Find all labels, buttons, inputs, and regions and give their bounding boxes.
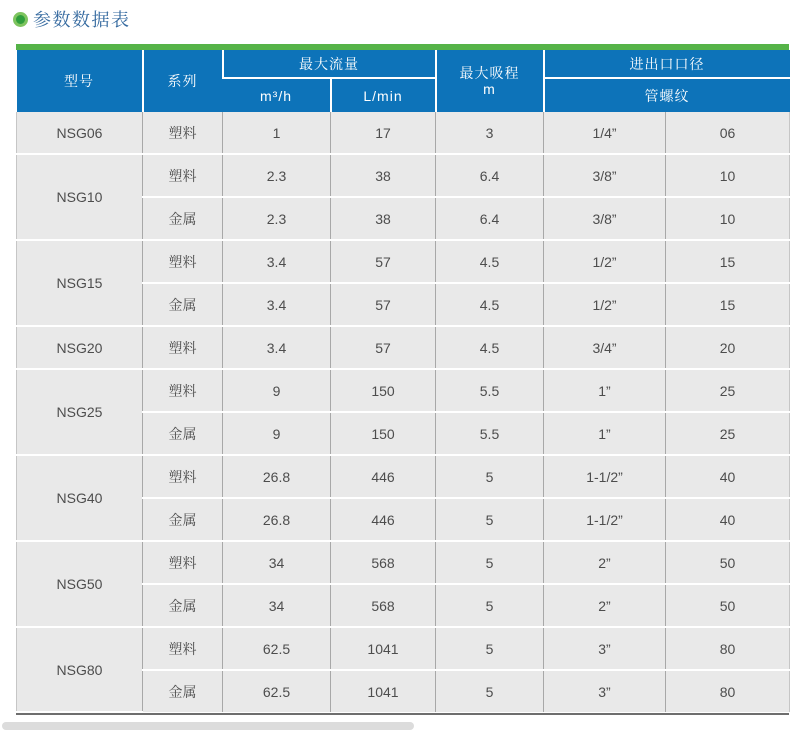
cell-thread: 3/8” [544,154,666,197]
cell-size: 25 [666,412,790,455]
cell-size: 40 [666,498,790,541]
page-title-text: 参数数据表 [33,10,131,30]
cell-thread: 1/4” [544,112,666,154]
cell-m3h: 26.8 [223,455,331,498]
table-row [17,154,790,197]
cell-size: 15 [666,240,790,283]
cell-lmin: 38 [331,197,436,240]
cell-m3h: 3.4 [223,326,331,369]
cell-series: 塑料 [143,369,223,412]
cell-suction: 5 [436,455,544,498]
cell-thread: 1-1/2” [544,498,666,541]
cell-lmin: 57 [331,240,436,283]
cell-lmin: 446 [331,498,436,541]
cell-thread: 1” [544,412,666,455]
table-row [17,455,790,498]
cell-m3h: 9 [223,412,331,455]
parameter-table-container [16,44,789,715]
cell-m3h: 3.4 [223,240,331,283]
cell-lmin: 17 [331,112,436,154]
cell-lmin: 57 [331,283,436,326]
cell-m3h: 3.4 [223,283,331,326]
cell-model: NSG06 [17,112,143,154]
table-row [17,541,790,584]
header-thread: 管螺纹 [544,78,790,112]
header-max-flow: 最大流量 [223,50,436,78]
cell-suction: 5.5 [436,369,544,412]
cell-series: 金属 [143,283,223,326]
table-body [17,112,790,712]
cell-suction: 5 [436,670,544,712]
header-max-suction [436,50,544,112]
table-row [17,240,790,283]
cell-m3h: 62.5 [223,670,331,712]
header-row-1 [17,50,790,78]
cell-lmin: 568 [331,541,436,584]
cell-m3h: 34 [223,584,331,627]
cell-series: 金属 [143,498,223,541]
header-port: 进出口口径 [544,50,790,78]
cell-size: 80 [666,670,790,712]
cell-size: 40 [666,455,790,498]
cell-size: 06 [666,112,790,154]
cell-thread: 3/8” [544,197,666,240]
cell-size: 50 [666,541,790,584]
cell-suction: 5 [436,627,544,670]
cell-size: 20 [666,326,790,369]
cell-lmin: 38 [331,154,436,197]
cell-size: 10 [666,197,790,240]
header-model: 型号 [17,50,143,112]
cell-suction: 5 [436,584,544,627]
cell-lmin: 57 [331,326,436,369]
cell-thread: 1” [544,369,666,412]
cell-m3h: 2.3 [223,197,331,240]
cell-series: 塑料 [143,240,223,283]
cell-size: 15 [666,283,790,326]
cell-model: NSG40 [17,455,143,541]
cell-model: NSG25 [17,369,143,455]
cell-suction: 6.4 [436,197,544,240]
bullet-icon [13,12,28,27]
header-unit-lmin: L/min [331,78,436,112]
cell-m3h: 2.3 [223,154,331,197]
cell-model: NSG80 [17,627,143,712]
cell-suction: 5 [436,498,544,541]
cell-lmin: 446 [331,455,436,498]
cell-thread: 3/4” [544,326,666,369]
cell-model: NSG10 [17,154,143,240]
page-title [13,6,131,32]
header-unit-m3h: m³/h [223,78,331,112]
cell-lmin: 150 [331,369,436,412]
cell-size: 10 [666,154,790,197]
cell-m3h: 62.5 [223,627,331,670]
cell-m3h: 1 [223,112,331,154]
cell-size: 50 [666,584,790,627]
cell-thread: 1-1/2” [544,455,666,498]
cell-suction: 4.5 [436,326,544,369]
cell-suction: 6.4 [436,154,544,197]
cell-thread: 1/2” [544,240,666,283]
cell-suction: 5 [436,541,544,584]
cell-suction: 4.5 [436,283,544,326]
cell-thread: 3” [544,627,666,670]
header-max-suction-unit: m [483,81,496,97]
cell-series: 塑料 [143,455,223,498]
horizontal-scrollbar-thumb[interactable] [2,722,414,730]
cell-thread: 3” [544,670,666,712]
table-header [17,50,790,112]
cell-series: 金属 [143,584,223,627]
cell-series: 塑料 [143,541,223,584]
cell-size: 25 [666,369,790,412]
parameter-table [16,50,790,713]
cell-suction: 3 [436,112,544,154]
cell-suction: 5.5 [436,412,544,455]
header-series: 系列 [143,50,223,112]
cell-series: 金属 [143,670,223,712]
cell-lmin: 1041 [331,670,436,712]
cell-model: NSG50 [17,541,143,627]
cell-suction: 4.5 [436,240,544,283]
cell-model: NSG15 [17,240,143,326]
cell-series: 塑料 [143,112,223,154]
cell-thread: 2” [544,584,666,627]
cell-model: NSG20 [17,326,143,369]
header-max-suction-label: 最大吸程 [459,65,520,81]
table-row [17,112,790,154]
table-row [17,326,790,369]
cell-lmin: 1041 [331,627,436,670]
cell-m3h: 26.8 [223,498,331,541]
cell-thread: 1/2” [544,283,666,326]
cell-series: 塑料 [143,326,223,369]
cell-lmin: 150 [331,412,436,455]
cell-series: 塑料 [143,154,223,197]
cell-series: 塑料 [143,627,223,670]
cell-m3h: 9 [223,369,331,412]
cell-series: 金属 [143,412,223,455]
cell-size: 80 [666,627,790,670]
cell-m3h: 34 [223,541,331,584]
cell-thread: 2” [544,541,666,584]
cell-lmin: 568 [331,584,436,627]
table-row [17,369,790,412]
table-row [17,627,790,670]
cell-series: 金属 [143,197,223,240]
